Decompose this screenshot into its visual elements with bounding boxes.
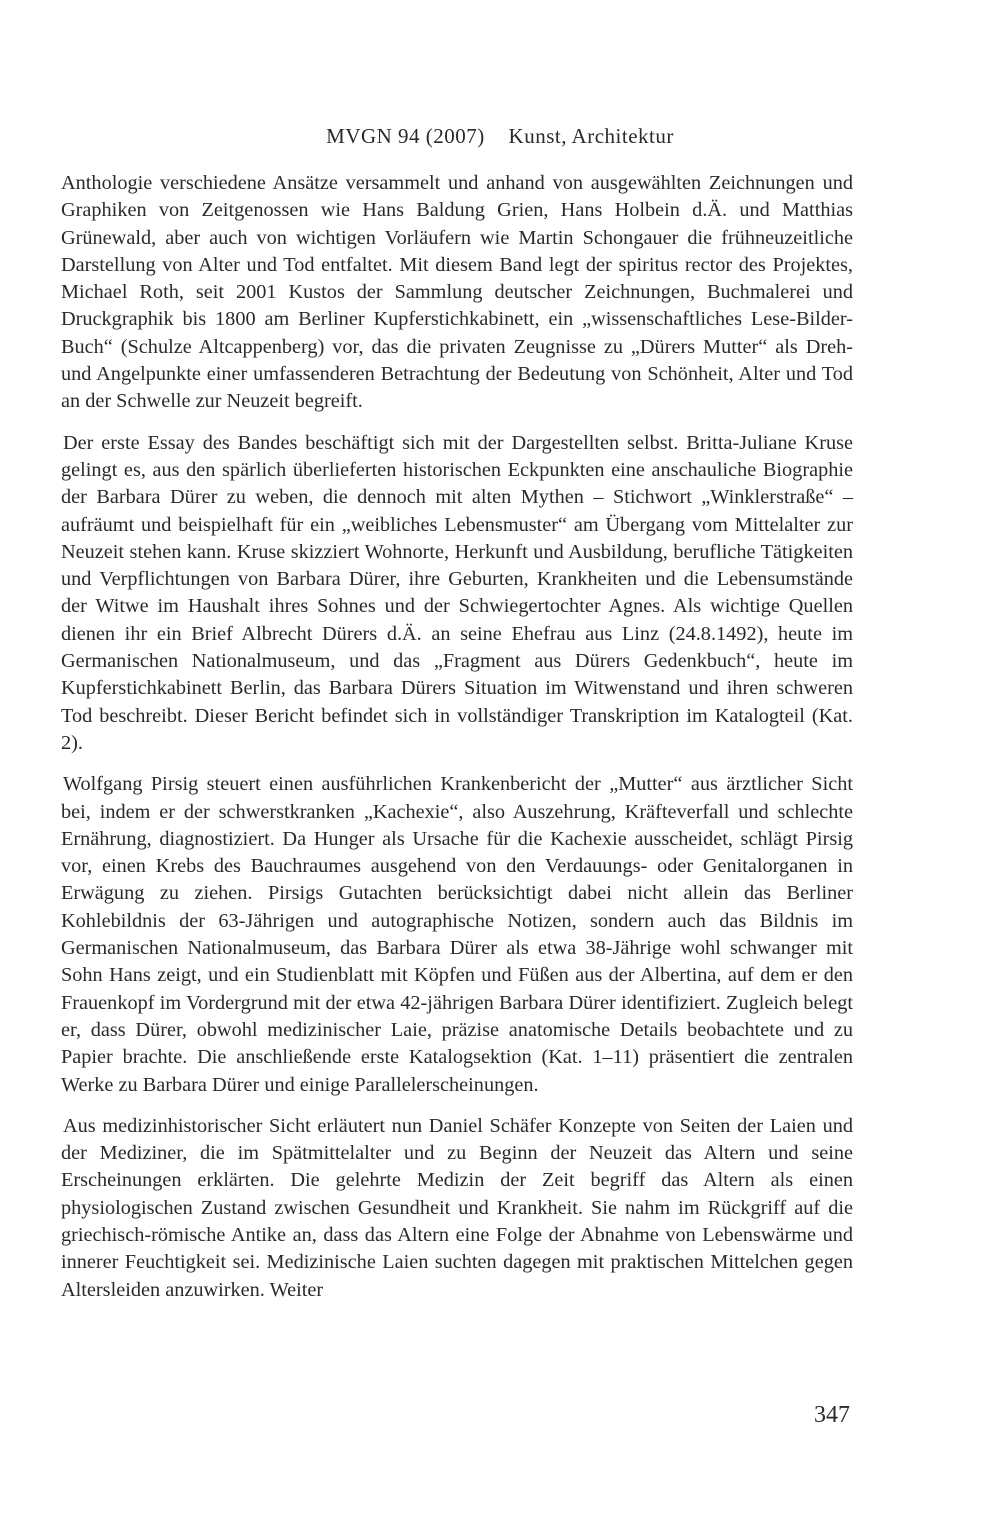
page-number: 347 bbox=[814, 1402, 850, 1428]
journal-reference: MVGN 94 (2007) bbox=[326, 124, 485, 148]
running-header bbox=[0, 124, 1000, 149]
paragraph-4: Aus medizinhistorischer Sicht erläutert nun Daniel Schäfer Konzepte von Seiten der Laien und der Mediziner, die im Spätmittelalter und zu Beginn der Neuzeit das Altern und seine Erscheinungen erklärten. Die gelehrte Medizin der Zeit begriff das Altern als einen physiologischen Zustand zwischen Gesundheit und Krankheit. Sie nahm im Rückgriff auf die griechisch-römische Antike an, dass das Altern eine Folge der Abnahme von Lebenswärme und innerer Feuchtigkeit sei. Medizinische Laien suchten dagegen mit praktischen Mittelchen gegen Altersleiden anzuwirken. Weiter bbox=[61, 1114, 853, 1301]
paragraph-1: Anthologie verschiedene Ansätze versammelt und anhand von ausgewählten Zeichnungen und Graphiken von Zeitgenossen wie Hans Baldung Grien, Hans Holbein d.Ä. und Matthias Grünewald, aber auch von wichtigen Vorläufern wie Martin Schongauer die frühneuzeitliche Darstellung von Alter und Tod entfaltet. Mit diesem Band legt der spiritus rector des Projektes, Michael Roth, seit 2001 Kustos der Sammlung deutscher Zeichnungen, Buchmalerei und Druckgraphik bis 1800 am Berliner Kupferstichkabinett, ein „wissenschaftliches Lese-Bilder-Buch“ (Schulze Altcappenberg) vor, das die privaten Zeugnisse zu „Dürers Mutter“ als Dreh- und Angelpunkte einer umfassenderen Betrachtung der Bedeutung von Schönheit, Alter und Tod an der Schwelle zur Neuzeit begreift. bbox=[61, 172, 853, 413]
section-title: Kunst, Architektur bbox=[508, 124, 674, 148]
paragraph-3: Wolfgang Pirsig steuert einen ausführlichen Krankenbericht der „Mutter“ aus ärztlicher Sicht bei, indem er der schwerstkranken „Kachexie“, also Auszehrung, Kräfteverfall und schlechte Ernährung, diagnostiziert. Da Hunger als Ursache für die Kachexie ausscheidet, schlägt Pirsig vor, einen Krebs des Bauchraumes ausgehend von den Verdauungs- oder Genitalorganen in Erwägung zu ziehen. Pirsigs Gutachten berücksichtigt dabei nicht allein das Berliner Kohlebildnis der 63-Jährigen und autographische Notizen, sondern auch das Bildnis im Germanischen Nationalmuseum, das Barbara Dürer als etwa 38-Jährige wohl schwanger mit Sohn Hans zeigt, und ein Studienblatt mit Köpfen und Füßen aus der Albertina, auf dem er den Frauenkopf im Vordergrund mit der etwa 42-jährigen Barbara Dürer identifiziert. Zugleich belegt er, dass Dürer, obwohl medizinischer Laie, präzise anatomische Details beobachtete und zu Papier brachte. Die anschließende erste Katalogsektion (Kat. 1–11) präsentiert die zentralen Werke zu Barbara Dürer und einige Parallelerscheinungen. bbox=[61, 773, 853, 1096]
paragraph-2: Der erste Essay des Bandes beschäftigt sich mit der Dargestellten selbst. Britta-Juliane Kruse gelingt es, aus den spärlich überlieferten historischen Eckpunkten eine anschauliche Biographie der Barbara Dürer zu weben, die dennoch mit alten Mythen – Stichwort „Winklerstraße“ – aufräumt und beispielhaft für ein „weibliches Lebensmuster“ am Übergang vom Mittelalter zur Neuzeit stehen kann. Kruse skizziert Wohnorte, Herkunft und Ausbildung, berufliche Tätigkeiten und Verpflichtungen von Barbara Dürer, ihre Geburten, Krankheiten und die Lebensumstände der Witwe im Haushalt ihres Sohnes und der Schwiegertochter Agnes. Als wichtige Quellen dienen ihr ein Brief Albrecht Dürers d.Ä. an seine Ehefrau aus Linz (24.8.1492), heute im Germanischen Nationalmuseum, und das „Fragment aus Dürers Gedenkbuch“, heute im Kupferstichkabinett Berlin, das Barbara Dürers Situation im Witwenstand und ihren schweren Tod beschreibt. Dieser Bericht befindet sich in vollständiger Transkription im Katalogteil (Kat. 2). bbox=[61, 431, 853, 754]
body-text bbox=[61, 170, 853, 1304]
